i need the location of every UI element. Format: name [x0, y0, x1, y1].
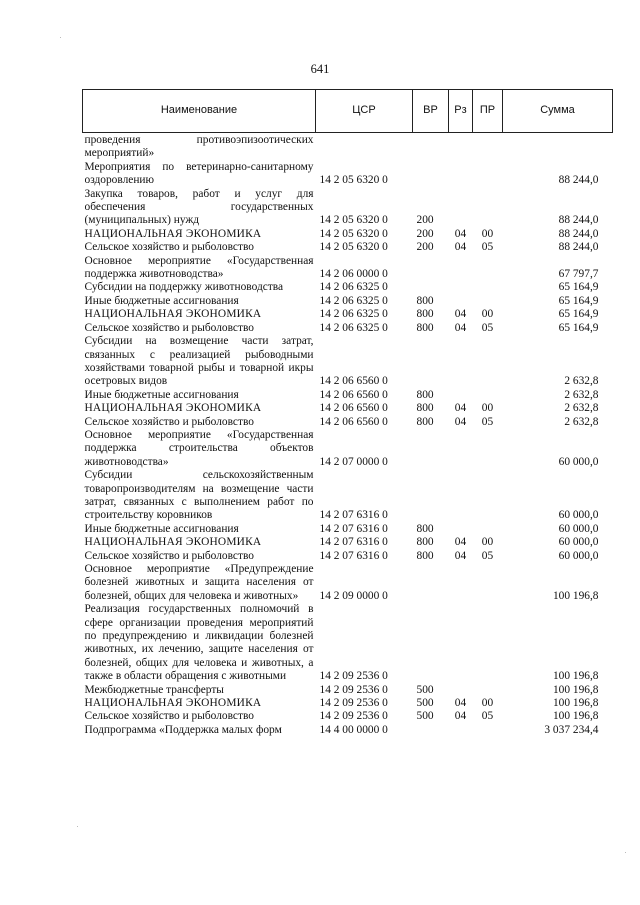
cell-sum: 60 000,0: [558, 549, 599, 562]
header-vr: ВР: [413, 90, 449, 133]
cell-sum: 100 196,8: [552, 589, 599, 602]
cell-vr: 500: [416, 710, 434, 723]
cell-name: [83, 255, 316, 282]
cell-pr: [473, 281, 503, 294]
cell-vr: [413, 133, 449, 161]
cell-name: [83, 536, 316, 549]
row-name-text: Субсидии на поддержку животноводства: [84, 281, 284, 294]
table-row: [83, 308, 613, 321]
row-name-text: Иные бюджетные ассигнования: [84, 388, 239, 401]
header-csr: ЦСР: [316, 90, 413, 133]
cell-sum: 100 196,8: [552, 670, 599, 683]
cell-sum: 88 244,0: [558, 241, 599, 254]
header-pr: ПР: [473, 90, 503, 133]
budget-table: [82, 89, 613, 737]
row-name-text: НАЦИОНАЛЬНАЯ ЭКОНОМИКА: [84, 536, 262, 549]
cell-csr: 14 2 06 6560 0: [319, 375, 388, 388]
cell-rz: 04: [454, 549, 467, 562]
table-row: [83, 255, 613, 282]
cell-vr: [413, 161, 449, 188]
cell-vr: 800: [416, 536, 434, 549]
cell-pr: 05: [481, 710, 494, 723]
cell-rz: [449, 724, 473, 737]
table-row: [83, 416, 613, 429]
cell-csr: 14 2 06 6560 0: [319, 388, 388, 401]
cell-csr: 14 2 06 6325 0: [319, 294, 388, 307]
cell-rz: [449, 603, 473, 683]
cell-vr: 500: [416, 697, 434, 710]
cell-sum: 60 000,0: [558, 536, 599, 549]
cell-name: [83, 563, 316, 603]
row-name-text: Реализация государственных полномочий в сфере организации проведения мероприятий по предупреждению и ликвидации болезней животных, их лечению, защите населения от болезней, общих для человека и животных, а также в области обращения с животными: [84, 603, 314, 683]
row-name-text: Межбюджетные трансферты: [84, 683, 224, 696]
table-row: [83, 523, 613, 536]
row-name-text: НАЦИОНАЛЬНАЯ ЭКОНОМИКА: [84, 697, 262, 710]
cell-csr: 14 2 05 6320 0: [319, 174, 388, 187]
cell-pr: 00: [481, 697, 494, 710]
cell-rz: [449, 429, 473, 469]
row-name-text: НАЦИОНАЛЬНАЯ ЭКОНОМИКА: [84, 308, 262, 321]
row-name-text: Субсидии на возмещение части затрат, связанных с реализацией рыбоводными хозяйствами товарной рыбы и товарной икры осетровых видов: [84, 335, 314, 388]
cell-vr: [413, 603, 449, 683]
table-body: [83, 133, 613, 738]
cell-pr: 00: [481, 402, 494, 415]
row-name-text: Иные бюджетные ассигнования: [84, 294, 239, 307]
table-row: [83, 335, 613, 389]
cell-vr: 800: [416, 415, 434, 428]
header-name: Наименование: [83, 90, 316, 133]
table-row: [83, 429, 613, 469]
cell-name: [83, 523, 316, 536]
cell-pr: [473, 389, 503, 402]
table-row: [83, 684, 613, 697]
row-name-text: Сельское хозяйство и рыболовство: [84, 549, 254, 562]
cell-rz: [449, 389, 473, 402]
cell-pr: 05: [481, 549, 494, 562]
row-name-text: НАЦИОНАЛЬНАЯ ЭКОНОМИКА: [84, 227, 262, 240]
table-row: [83, 295, 613, 308]
cell-csr: 14 2 06 6560 0: [319, 415, 388, 428]
cell-vr: 500: [416, 683, 434, 696]
cell-csr: 14 2 07 6316 0: [319, 549, 388, 562]
cell-vr: 800: [416, 388, 434, 401]
cell-rz: [449, 684, 473, 697]
cell-rz: 04: [454, 321, 467, 334]
cell-rz: [449, 523, 473, 536]
cell-sum: 100 196,8: [552, 683, 599, 696]
cell-pr: 00: [481, 308, 494, 321]
cell-name: [83, 188, 316, 228]
cell-pr: [473, 335, 503, 389]
cell-name: [83, 402, 316, 415]
table-row: [83, 389, 613, 402]
cell-csr: 14 2 07 6316 0: [319, 522, 388, 535]
cell-rz: 04: [454, 241, 467, 254]
cell-sum: 2 632,8: [564, 388, 599, 401]
table-row: [83, 724, 613, 737]
cell-name: [83, 550, 316, 563]
cell-pr: 05: [481, 241, 494, 254]
row-name-text: НАЦИОНАЛЬНАЯ ЭКОНОМИКА: [84, 402, 262, 415]
cell-rz: [449, 469, 473, 523]
cell-csr: 14 2 06 6325 0: [319, 281, 388, 294]
cell-sum: 88 244,0: [558, 227, 599, 240]
cell-name: [83, 389, 316, 402]
cell-sum: 60 000,0: [558, 522, 599, 535]
cell-rz: [449, 335, 473, 389]
cell-vr: [413, 281, 449, 294]
cell-name: [83, 228, 316, 241]
cell-vr: 800: [416, 549, 434, 562]
cell-pr: [473, 161, 503, 188]
cell-vr: [413, 335, 449, 389]
table-header: [83, 90, 613, 133]
cell-pr: [473, 429, 503, 469]
scan-speck: [625, 852, 626, 853]
cell-rz: 04: [454, 308, 467, 321]
cell-name: [83, 429, 316, 469]
table-row: [83, 322, 613, 335]
table-row: [83, 563, 613, 603]
cell-rz: [449, 281, 473, 294]
row-name-text: Сельское хозяйство и рыболовство: [84, 321, 254, 334]
cell-rz: 04: [454, 415, 467, 428]
table-row: [83, 603, 613, 683]
cell-sum: 65 164,9: [558, 281, 599, 294]
row-name-text: Основное мероприятие «Предупреждение болезней животных и защита населения от болезней, общих для человека и животных»: [84, 563, 314, 602]
row-name-text: Закупка товаров, работ и услуг для обеспечения государственных (муниципальных) нужд: [84, 187, 314, 227]
row-name-text: Субсидии сельскохозяйственным товаропроизводителям на возмещение части затрат, связанных с выполнением работ по строительству коровников: [84, 469, 314, 522]
cell-csr: [316, 133, 413, 161]
cell-rz: 04: [454, 402, 467, 415]
table-row: [83, 469, 613, 523]
cell-rz: [449, 255, 473, 282]
header-sum: Сумма: [503, 90, 613, 133]
cell-rz: [449, 188, 473, 228]
cell-name: [83, 133, 316, 161]
table-row: [83, 697, 613, 710]
cell-pr: [473, 684, 503, 697]
row-name-text: Основное мероприятие «Государственная поддержка строительства объектов животноводства»: [84, 428, 314, 468]
cell-name: [83, 322, 316, 335]
cell-sum: 88 244,0: [558, 174, 599, 187]
cell-pr: 00: [481, 227, 494, 240]
cell-csr: 14 2 05 6320 0: [319, 241, 388, 254]
cell-vr: 200: [416, 227, 434, 240]
cell-name: [83, 603, 316, 683]
cell-pr: [473, 188, 503, 228]
cell-pr: [473, 469, 503, 523]
cell-sum: 60 000,0: [558, 455, 599, 468]
cell-vr: 800: [416, 402, 434, 415]
cell-sum: 2 632,8: [564, 402, 599, 415]
scan-speck: [60, 37, 61, 38]
cell-pr: [473, 523, 503, 536]
cell-csr: 14 2 09 2536 0: [319, 670, 388, 683]
cell-csr: 14 2 06 6560 0: [319, 402, 388, 415]
row-name-text: Сельское хозяйство и рыболовство: [84, 710, 254, 723]
row-name-text: Мероприятия по ветеринарно-санитарному оздоровлению: [84, 160, 314, 187]
cell-vr: [413, 563, 449, 603]
cell-vr: 800: [416, 522, 434, 535]
cell-vr: 200: [416, 241, 434, 254]
table-row: [83, 402, 613, 415]
cell-pr: [473, 724, 503, 737]
cell-pr: 05: [481, 415, 494, 428]
cell-csr: 14 2 09 2536 0: [319, 710, 388, 723]
cell-rz: [449, 295, 473, 308]
table-row: [83, 161, 613, 188]
cell-csr: 14 2 05 6320 0: [319, 214, 388, 227]
cell-rz: 04: [454, 710, 467, 723]
cell-name: [83, 295, 316, 308]
cell-pr: [473, 295, 503, 308]
cell-sum: 100 196,8: [552, 697, 599, 710]
cell-csr: 14 2 06 0000 0: [319, 268, 388, 281]
cell-sum: 65 164,9: [558, 308, 599, 321]
cell-name: [83, 241, 316, 254]
row-name-text: Подпрограмма «Поддержка малых форм: [84, 723, 282, 736]
cell-csr: 14 2 05 6320 0: [319, 227, 388, 240]
row-name-text: Сельское хозяйство и рыболовство: [84, 415, 254, 428]
cell-pr: [473, 563, 503, 603]
cell-name: [83, 697, 316, 710]
table-row: [83, 133, 613, 161]
cell-name: [83, 281, 316, 294]
cell-vr: 800: [416, 321, 434, 334]
cell-csr: 14 2 06 6325 0: [319, 308, 388, 321]
cell-name: [83, 335, 316, 389]
cell-vr: [413, 429, 449, 469]
cell-name: [83, 684, 316, 697]
row-name-text: проведения противоэпизоотических мероприятий»: [84, 134, 314, 160]
cell-vr: [413, 724, 449, 737]
table-row: [83, 281, 613, 294]
cell-sum: 88 244,0: [558, 214, 599, 227]
row-name-text: Сельское хозяйство и рыболовство: [84, 241, 254, 254]
cell-name: [83, 724, 316, 737]
cell-sum: 100 196,8: [552, 710, 599, 723]
cell-name: [83, 710, 316, 723]
cell-pr: 00: [481, 536, 494, 549]
row-name-text: Иные бюджетные ассигнования: [84, 522, 239, 535]
cell-sum: [503, 133, 613, 161]
cell-rz: 04: [454, 227, 467, 240]
cell-csr: 14 2 07 6316 0: [319, 536, 388, 549]
cell-sum: 2 632,8: [564, 375, 599, 388]
cell-vr: [413, 469, 449, 523]
table-row: [83, 536, 613, 549]
scan-speck: [77, 826, 78, 827]
cell-csr: 14 2 09 2536 0: [319, 683, 388, 696]
cell-rz: 04: [454, 536, 467, 549]
cell-sum: 65 164,9: [558, 294, 599, 307]
cell-rz: 04: [454, 697, 467, 710]
cell-sum: 60 000,0: [558, 509, 599, 522]
cell-csr: 14 2 07 6316 0: [319, 509, 388, 522]
cell-pr: [473, 603, 503, 683]
cell-vr: 800: [416, 294, 434, 307]
page-number: 641: [310, 62, 330, 76]
table-row: [83, 241, 613, 254]
cell-csr: 14 2 09 2536 0: [319, 697, 388, 710]
cell-vr: [413, 255, 449, 282]
cell-rz: [449, 133, 473, 161]
table-row: [83, 228, 613, 241]
cell-rz: [449, 161, 473, 188]
cell-sum: 67 797,7: [558, 268, 599, 281]
cell-pr: [473, 133, 503, 161]
cell-name: [83, 161, 316, 188]
cell-csr: 14 2 06 6325 0: [319, 321, 388, 334]
cell-name: [83, 469, 316, 523]
cell-name: [83, 416, 316, 429]
cell-csr: 14 2 09 0000 0: [319, 589, 388, 602]
cell-pr: 05: [481, 321, 494, 334]
cell-sum: 3 037 234,4: [544, 723, 599, 736]
cell-vr: 200: [416, 214, 434, 227]
cell-pr: [473, 255, 503, 282]
cell-rz: [449, 563, 473, 603]
cell-sum: 65 164,9: [558, 321, 599, 334]
table-row: [83, 710, 613, 723]
cell-name: [83, 308, 316, 321]
cell-csr: 14 4 00 0000 0: [319, 723, 388, 736]
cell-sum: 2 632,8: [564, 415, 599, 428]
cell-csr: 14 2 07 0000 0: [319, 455, 388, 468]
table-row: [83, 188, 613, 228]
cell-vr: 800: [416, 308, 434, 321]
header-rz: Рз: [449, 90, 473, 133]
row-name-text: Основное мероприятие «Государственная поддержка животноводства»: [84, 254, 314, 281]
table-row: [83, 550, 613, 563]
